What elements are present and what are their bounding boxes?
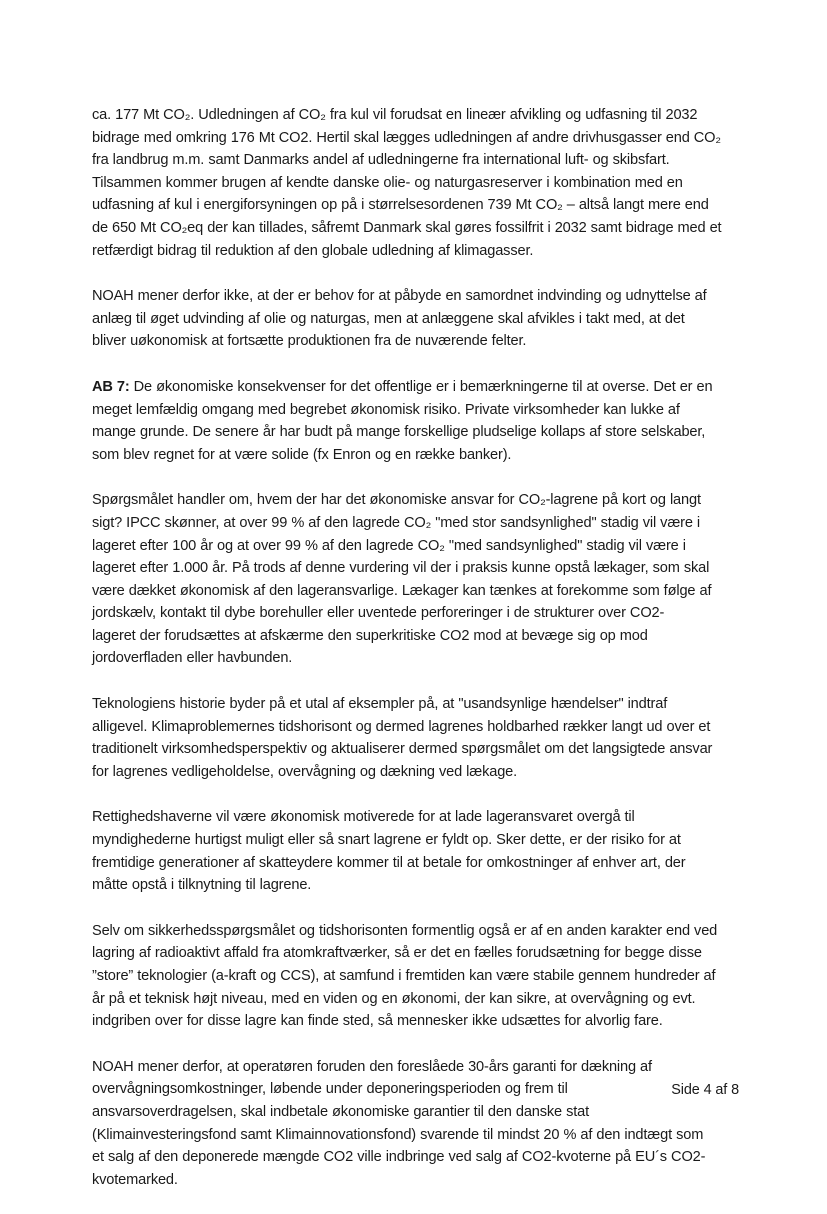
paragraph-ab7 xyxy=(92,376,742,466)
paragraph-noah-guarantees xyxy=(92,1056,742,1192)
text-line: ”store” teknologier (a-kraft og CCS), at samfund i fremtiden kan være stabile gennem hundreder af xyxy=(92,968,716,984)
text-line: bliver uøkonomisk at fortsætte produktionen fra de nuværende felter. xyxy=(92,333,527,350)
text-line: mange grunde. De senere år har budt på mange forskellige pludselige kollaps af store selskaber, xyxy=(92,424,706,441)
text-line: som blev regnet for at være solide (fx Enron og en række banker). xyxy=(92,446,512,463)
text-line: sigt? IPCC skønner, at over 99 % af den lagrede CO₂ "med stor sandsynlighed" stadig vil være i xyxy=(92,514,701,531)
text-line: være dækket økonomisk af den lageransvarlige. Lækager kan tænkes at forekomme som følge af xyxy=(92,582,712,599)
text-line: kvotemarked. xyxy=(92,1171,178,1188)
text-line xyxy=(92,376,742,399)
text-line: lageret der forudsættes at afskærme den superkritiske CO2 mod at bevæge sig op mod xyxy=(92,627,648,644)
paragraph-technology-history xyxy=(92,693,742,783)
text-line: (Klimainvesteringsfond samt Klimainnovationsfond) svarende til mindst 20 % af den indtægt som xyxy=(92,1126,704,1143)
text-line: indgriben over for disse lagre kan finde sted, så mennesker ikke udsættes for alvorlig fare. xyxy=(92,1013,663,1030)
text-line: lageret efter 100 år og at over 99 % af den lagrede CO₂ "med sandsynlighed" stadig vil være i xyxy=(92,537,686,554)
text-line: bidrage med omkring 176 Mt CO2. Hertil skal lægges udledningen af andre drivhusgasser end CO₂ xyxy=(92,129,721,146)
paragraph-noah-position xyxy=(92,285,742,353)
document-page xyxy=(92,104,742,1214)
text-line: meget lemfældig omgang med begrebet økonomisk risiko. Private virksomheder kan lukke af xyxy=(92,401,680,418)
text-line: Spørgsmålet handler om, hvem der har det økonomiske ansvar for CO₂-lagrene på kort og langt xyxy=(92,492,701,509)
text-fragment: De økonomiske konsekvenser for det offentlige er i bemærkningerne til at overse. Det er en xyxy=(129,378,713,395)
paragraph-economic-responsibility xyxy=(92,489,742,670)
text-line: år på et teknisk højt niveau, med en viden og en økonomi, der kan sikre, at overvågning og evt. xyxy=(92,990,696,1007)
text-line: måtte opstå i tilknytning til lagrene. xyxy=(92,877,312,894)
text-line: Tilsammen kommer brugen af kendte danske olie- og naturgasreserver i kombination med en xyxy=(92,174,683,191)
text-line: retfærdigt bidrag til reduktion af den globale udledning af klimagasser. xyxy=(92,242,534,259)
text-line: Teknologiens historie byder på et utal af eksempler på, at "usandsynlige hændelser" indtraf xyxy=(92,696,668,713)
text-line: udfasning af kul i energiforsyningen op på i størrelsesordenen 739 Mt CO₂ – altså langt mere end xyxy=(92,197,709,214)
paragraph-co2-emissions xyxy=(92,104,742,262)
text-line: ansvarsoverdragelsen, skal indbetale økonomiske garantier til den danske stat xyxy=(92,1103,590,1120)
text-line: ca. 177 Mt CO₂. Udledningen af CO₂ fra kul vil forudsat en lineær afvikling og udfasning til 2032 xyxy=(92,107,698,123)
text-line: Rettighedshaverne vil være økonomisk motiverede for at lade lageransvaret overgå til xyxy=(92,809,635,826)
text-line: lageret efter 1.000 år. På trods af denne vurdering vil der i praksis kunne opstå lækager, som skal xyxy=(92,560,710,577)
text-line: fremtidige generationer af skatteydere kommer til at betale for omkostninger af enhver art, der xyxy=(92,854,686,871)
text-line: overvågningsomkostninger, løbende under deponeringsperioden og frem til xyxy=(92,1081,568,1098)
text-line: lagring af radioaktivt affald fra atomkraftværker, så er det en fælles forudsætning for begge disse xyxy=(92,945,702,962)
paragraph-rights-holders xyxy=(92,806,742,896)
text-line: traditionelt virksomhedsperspektiv og aktualiserer dermed spørgsmålet om det langsigtede ansvar xyxy=(92,741,713,758)
text-line: Selv om sikkerhedsspørgsmålet og tidshorisonten formentlig også er af en anden karakter end ved xyxy=(92,922,718,939)
text-line: jordskælv, kontakt til dybe borehuller eller uventede perforeringer i de strukturer over CO2- xyxy=(92,605,665,622)
text-line: NOAH mener derfor ikke, at der er behov for at påbyde en samordnet indvinding og udnyttelse af xyxy=(92,288,707,305)
paragraph-safety-timescale xyxy=(92,920,742,1033)
page-number: Side 4 af 8 xyxy=(671,1082,739,1098)
text-line: de 650 Mt CO₂eq der kan tillades, såfremt Danmark skal gøres fossilfrit i 2032 samt bidrage med et xyxy=(92,219,722,236)
text-line: alligevel. Klimaproblemernes tidshorisont og dermed lagrenes holdbarhed rækker langt ud over et xyxy=(92,718,711,735)
text-line: anlæg til øget udvinding af olie og naturgas, men at anlæggene skal afvikles i takt med, at det xyxy=(92,310,685,327)
text-line: jordoverfladen eller havbunden. xyxy=(92,650,293,667)
text-line: fra landbrug m.m. samt Danmarks andel af udledningerne fra international luft- og skibsfart. xyxy=(92,152,670,169)
text-line: et salg af den deponerede mængde CO2 ville indbringe ved salg af CO2-kvoterne på EU´s CO2- xyxy=(92,1149,706,1166)
text-line: myndighederne hurtigst muligt eller så snart lagrene er fyldt op. Sker dette, er der risiko for at xyxy=(92,832,681,849)
text-line: NOAH mener derfor, at operatøren foruden den foreslåede 30-års garanti for dækning af xyxy=(92,1058,652,1075)
section-label-ab7: AB 7: xyxy=(92,378,130,395)
text-line: for lagrenes vedligeholdelse, overvågning og dækning ved lækage. xyxy=(92,763,518,780)
